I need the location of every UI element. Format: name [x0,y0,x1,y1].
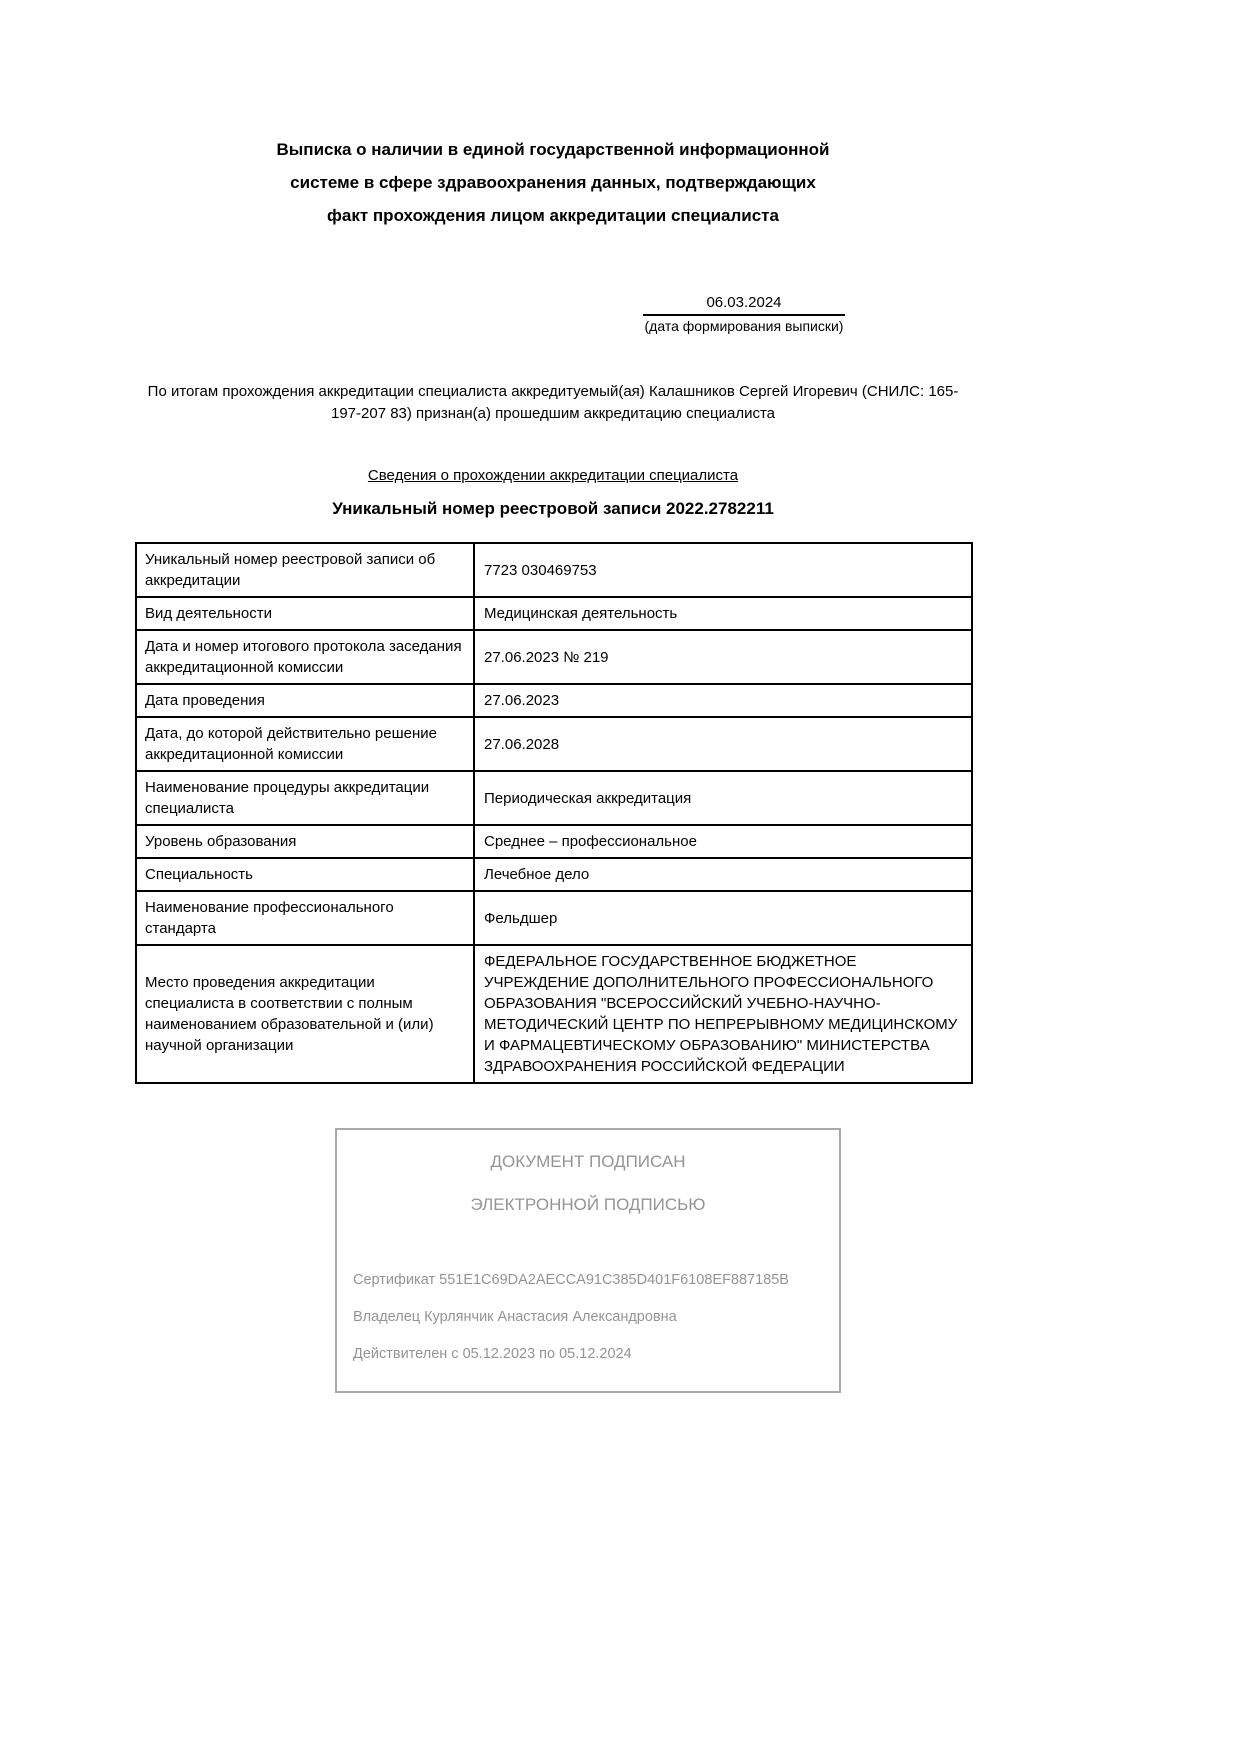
row-label: Вид деятельности [136,597,474,630]
table-row [136,891,972,945]
row-value: Фельдшер [474,891,972,945]
signature-owner: Владелец Курлянчик Анастасия Александровна [353,1309,677,1325]
signature-title-line2: ЭЛЕКТРОННОЙ ПОДПИСЬЮ [470,1195,706,1214]
extract-date-caption: (дата формирования выписки) [644,318,844,334]
table-row [136,771,972,825]
accreditation-table [135,542,973,1084]
registry-number-heading: Уникальный номер реестровой записи 2022.2782211 [332,499,774,518]
section-heading: Сведения о прохождении аккредитации специалиста [367,467,739,484]
table-row [136,858,972,891]
intro-paragraph: По итогам прохождения аккредитации специалиста аккредитуемый(ая) Калашников Сергей Игоревич (СНИЛС: 165-197-207 83) признан(а) прошедшим аккредитацию специалиста [147,383,959,422]
row-value: ФЕДЕРАЛЬНОЕ ГОСУДАРСТВЕННОЕ БЮДЖЕТНОЕ УЧРЕЖДЕНИЕ ДОПОЛНИТЕЛЬНОГО ПРОФЕССИОНАЛЬНОГО ОБРАЗОВАНИЯ "ВСЕРОССИЙСКИЙ УЧЕБНО-НАУЧНО-МЕТОДИЧЕСКИЙ ЦЕНТР ПО НЕПРЕРЫВНОМУ МЕДИЦИНСКОМУ И ФАРМАЦЕВТИЧЕСКОМУ ОБРАЗОВАНИЮ" МИНИСТЕРСТВА ЗДРАВООХРАНЕНИЯ РОССИЙСКОЙ ФЕДЕРАЦИИ [474,945,972,1083]
row-value: 27.06.2023 № 219 [474,630,972,684]
row-value: 7723 030469753 [474,543,972,597]
table-row [136,945,972,1083]
row-value: 27.06.2028 [474,717,972,771]
table-row [136,543,972,597]
signature-validity: Действителен с 05.12.2023 по 05.12.2024 [353,1346,632,1362]
row-value: Лечебное дело [474,858,972,891]
row-label: Дата и номер итогового протокола заседания аккредитационной комиссии [136,630,474,684]
row-label: Наименование профессионального стандарта [136,891,474,945]
document-title: Выписка о наличии в единой государственной информационной системе в сфере здравоохранения данных, подтверждающих факт прохождения лицом аккредитации специалиста [276,140,830,225]
row-value: Среднее – профессиональное [474,825,972,858]
extract-date: 06.03.2024 [643,294,845,316]
row-label: Место проведения аккредитации специалиста в соответствии с полным наименованием образовательной и (или) научной организации [136,945,474,1083]
row-value: 27.06.2023 [474,684,972,717]
signature-title-line1: ДОКУМЕНТ ПОДПИСАН [490,1152,686,1171]
signature-certificate: Сертификат 551E1C69DA2AECCA91C385D401F6108EF887185B [353,1272,789,1288]
row-value: Периодическая аккредитация [474,771,972,825]
table-row [136,717,972,771]
row-value: Медицинская деятельность [474,597,972,630]
table-row [136,825,972,858]
row-label: Уникальный номер реестровой записи об аккредитации [136,543,474,597]
row-label: Специальность [136,858,474,891]
document-page [135,0,971,1393]
table-row [136,684,972,717]
row-label: Дата, до которой действительно решение аккредитационной комиссии [136,717,474,771]
table-row [136,630,972,684]
row-label: Уровень образования [136,825,474,858]
row-label: Дата проведения [136,684,474,717]
electronic-signature-stamp [335,1128,841,1393]
row-label: Наименование процедуры аккредитации специалиста [136,771,474,825]
table-row [136,597,972,630]
date-block [643,294,845,334]
